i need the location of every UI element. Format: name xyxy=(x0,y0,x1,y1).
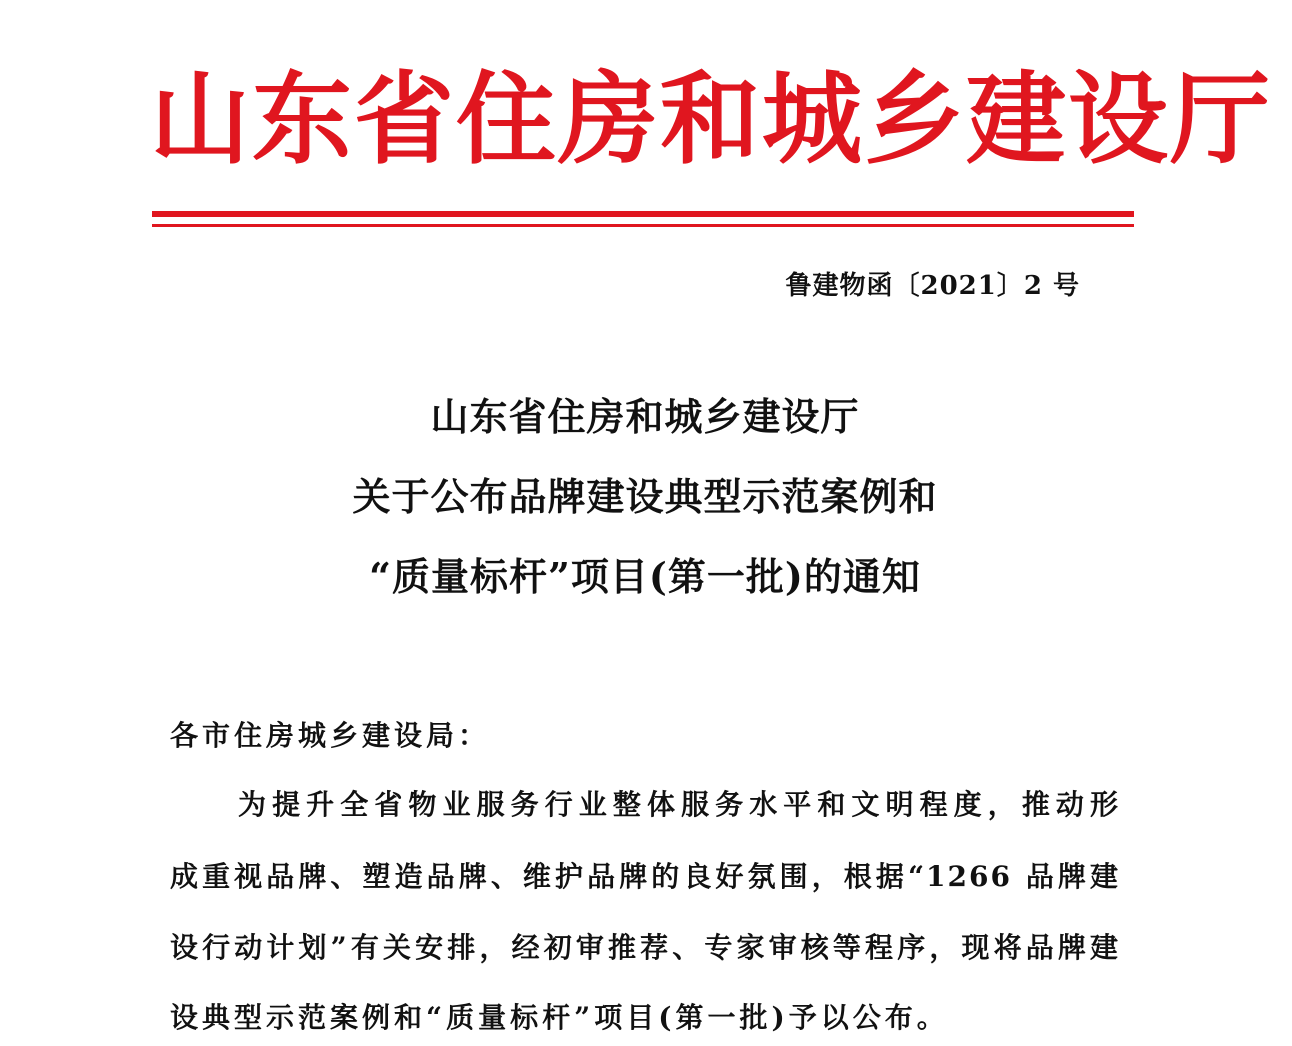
document-number: 鲁建物函〔2021〕2 号 xyxy=(785,271,1080,301)
masthead-title: 山东省住房和城乡建设厅 xyxy=(150,61,1272,178)
body-paragraph-line: 设行动计划”有关安排，经初审推荐、专家审核等程序，现将品牌建 xyxy=(170,931,1120,964)
body-paragraph-line: 为提升全省物业服务行业整体服务水平和文明程度，推动形 xyxy=(238,788,1120,821)
masthead-rule-thin xyxy=(152,224,1134,227)
salutation: 各市住房城乡建设局： xyxy=(170,719,491,752)
body-paragraph-line: 设典型示范案例和“质量标杆”项目(第一批)予以公布。 xyxy=(170,1001,949,1034)
body-paragraph-line: 成重视品牌、塑造品牌、维护品牌的良好氛围，根据“1266 品牌建 xyxy=(170,860,1120,893)
document-title-line-3: “质量标杆”项目(第一批)的通知 xyxy=(369,554,921,599)
document-title-line-1: 山东省住房和城乡建设厅 xyxy=(430,394,860,439)
masthead-rule-thick xyxy=(152,211,1134,217)
document-title-line-2: 关于公布品牌建设典型示范案例和 xyxy=(352,474,938,519)
